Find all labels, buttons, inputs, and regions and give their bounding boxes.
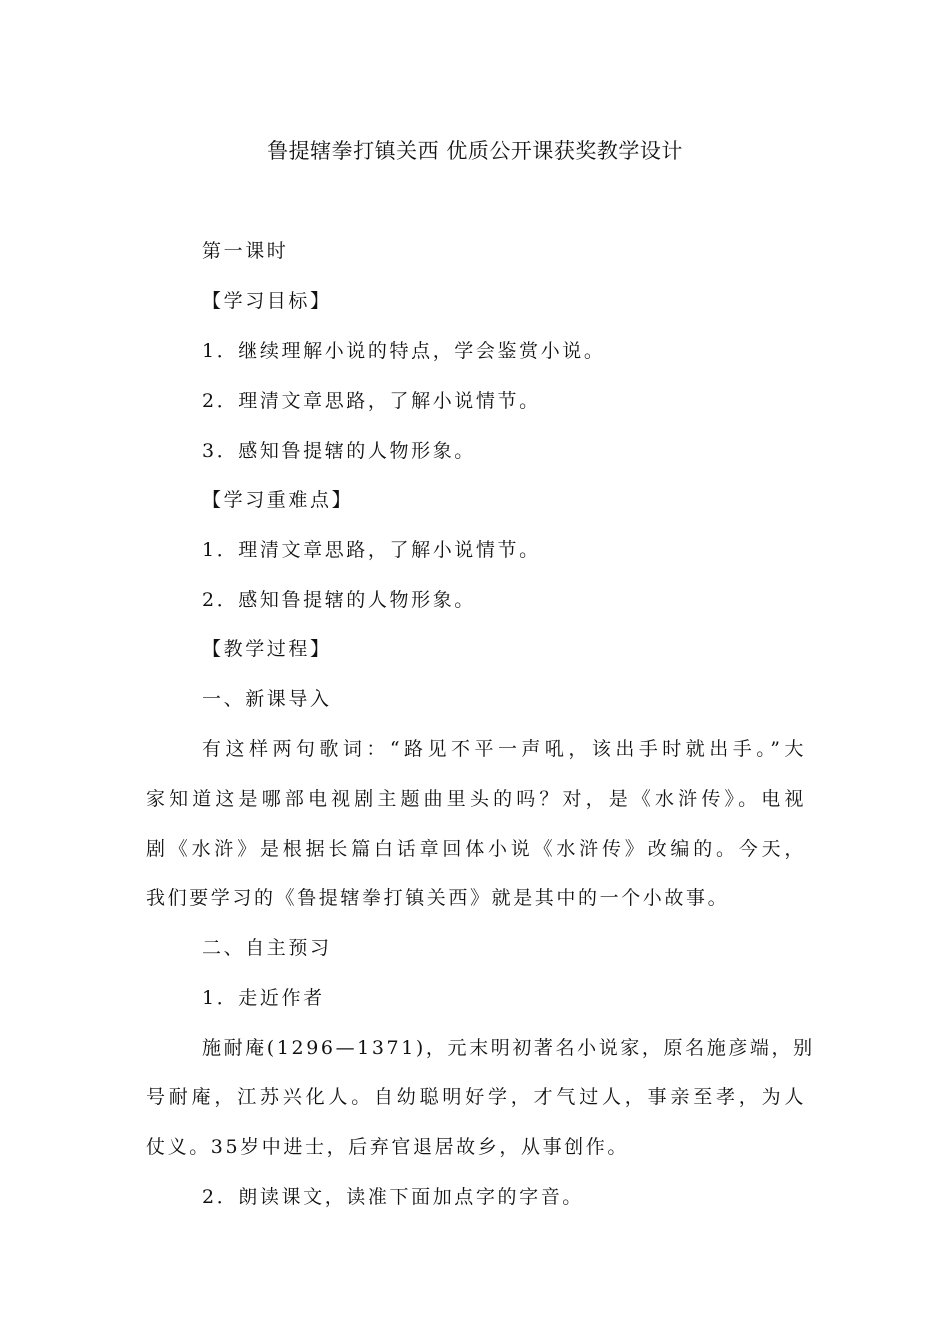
paragraph-line: 剧《水浒》是根据长篇白话章回体小说《水浒传》改编的。今天， (146, 838, 806, 860)
section-heading-key-points: 【学习重难点】 (202, 489, 354, 511)
key-point-item-1: 1．理清文章思路，了解小说情节。 (202, 539, 541, 561)
section-heading-process: 【教学过程】 (202, 638, 332, 660)
paragraph-line: 家知道这是哪部电视剧主题曲里头的吗？对，是《水浒传》。电视 (146, 788, 806, 810)
section-heading-objectives: 【学习目标】 (202, 290, 332, 312)
preview-item-1: 1．走近作者 (202, 987, 325, 1009)
paragraph-line: 号耐庵，江苏兴化人。自幼聪明好学，才气过人，事亲至孝，为人 (146, 1086, 806, 1108)
paragraph-line: 我们要学习的《鲁提辖拳打镇关西》就是其中的一个小故事。 (146, 887, 730, 909)
preview-item-2: 2．朗读课文，读准下面加点字的字音。 (202, 1186, 584, 1208)
paragraph-line: 有这样两句歌词：“路见不平一声吼，该出手时就出手。”大 (202, 738, 806, 760)
objective-item-1: 1．继续理解小说的特点，学会鉴赏小说。 (202, 340, 606, 362)
paragraph-line: 施耐庵(1296—1371)，元末明初著名小说家，原名施彦端，别 (202, 1037, 815, 1059)
key-point-item-2: 2．感知鲁提辖的人物形象。 (202, 589, 476, 611)
lesson-period: 第一课时 (202, 240, 289, 262)
objective-item-2: 2．理清文章思路，了解小说情节。 (202, 390, 541, 412)
document-title: 鲁提辖拳打镇关西 优质公开课获奖教学设计 (267, 139, 683, 163)
objective-item-3: 3．感知鲁提辖的人物形象。 (202, 440, 476, 462)
paragraph-line: 仗义。35岁中进士，后弃官退居故乡，从事创作。 (146, 1136, 629, 1158)
subsection-heading-preview: 二、自主预习 (202, 937, 332, 959)
subsection-heading-intro: 一、新课导入 (202, 688, 332, 710)
